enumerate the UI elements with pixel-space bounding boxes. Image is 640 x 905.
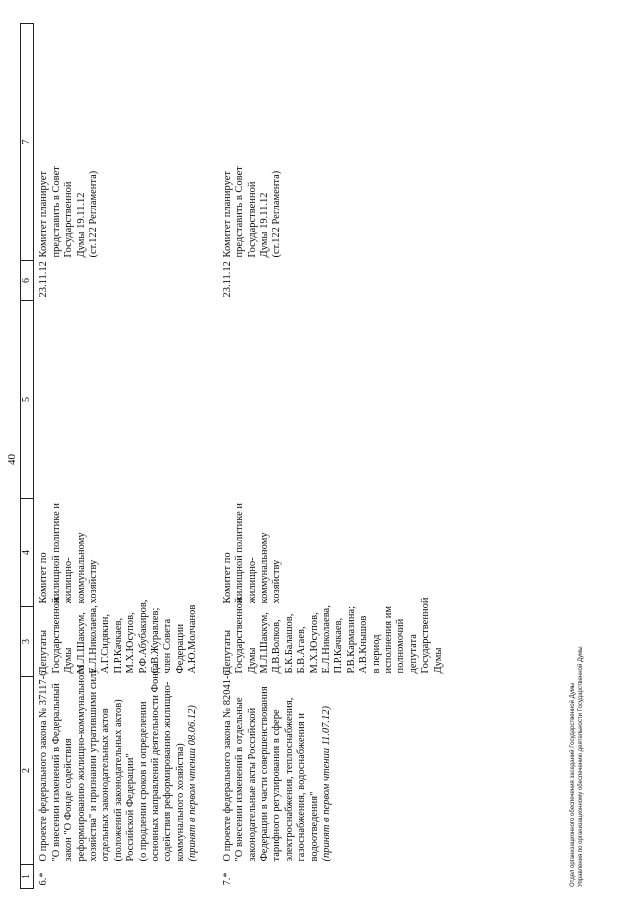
row-authors (200, 597, 445, 677)
agenda-table (20, 23, 445, 889)
row-committee-line: Комитет по (38, 552, 50, 604)
row-title-line: водоотведения" (308, 791, 320, 862)
row-note-line: Комитет планирует (38, 171, 50, 258)
row-title-line: законодательные акты Российской (246, 707, 258, 862)
header-cell-3: 3 (21, 607, 34, 677)
row-committee-line: коммунальному (258, 532, 270, 604)
row-note (34, 24, 200, 261)
row-note (200, 24, 445, 261)
row-authors-line: П.Р.Качкаев, (333, 617, 345, 674)
row-note-line: Государственной (246, 181, 258, 258)
row-title-line: электроснабжения, теплоснабжения, (283, 697, 295, 862)
row-note-line: Государственной (63, 181, 75, 258)
row-title-line: коммунального хозяйства) (174, 743, 186, 862)
row-date: 23.11.12 (38, 261, 50, 298)
row-title-line: отдельных законодательных актов (100, 708, 112, 862)
row-authors-line: П.Р.Качкаев, (112, 617, 124, 674)
row-authors-line: А.Г.Сидякин, (100, 614, 112, 674)
row-authors-line: Федерации (174, 623, 186, 674)
row-col5 (200, 301, 445, 499)
row-authors-line: М.Х.Юсупов, (125, 612, 137, 674)
row-title-line: (принят в первом чтении 08.06.12) (187, 705, 199, 862)
row-authors-line: Е.Л.Николаева, (88, 605, 100, 674)
row-note-line: представить в Совет (50, 166, 62, 258)
row-authors-line: Государственной (234, 597, 246, 674)
row-authors-line: депутата (407, 634, 419, 674)
row-committee-line: жилищной политике и (50, 503, 62, 604)
row-committee-line: Комитет по (221, 552, 233, 604)
row-col5 (34, 301, 200, 499)
row-note-line: представить в Совет (234, 166, 246, 258)
row-authors-line: Думы (432, 647, 444, 674)
row-authors-line: М.Л.Шаккум, (258, 612, 270, 674)
row-authors-line: член Совета (162, 618, 174, 674)
row-committee-line: хозяйству (271, 559, 283, 604)
row-number: 6.* (38, 872, 50, 886)
row-authors-line: С.В.Журавлев; (150, 607, 162, 674)
row-authors-line: Р.В.Кармазина; (345, 605, 357, 674)
row-note-line: (ст.122 Регламента) (88, 170, 100, 258)
row-authors-line: А.Ю.Молчанов (187, 604, 199, 674)
header-cell-2: 2 (21, 677, 34, 865)
row-title-line: газоснабжения, водоснабжения и (296, 713, 308, 862)
row-committee-line: хозяйству (88, 559, 100, 604)
row-authors-line: Р.Ф.Абубакиров, (137, 599, 149, 674)
row-committee (200, 499, 445, 607)
row-authors-line: Б.К.Балашов, (283, 613, 295, 674)
row-committee (34, 499, 200, 607)
row-authors-line: М.Х.Юсупов, (308, 612, 320, 674)
row-title-line: закон "О Фонде содействия (63, 738, 75, 862)
row-committee-line: жилищной политике и (234, 503, 246, 604)
row-title-line: основных направлений деятельности Фонда (150, 663, 162, 862)
footer-line: Отдел организационного обеспечения заседаний Государственной Думы (570, 682, 576, 887)
row-authors-line: полномочий (395, 618, 407, 674)
row-title-line: содействия реформированию жилищно- (162, 681, 174, 862)
header-row (21, 24, 34, 889)
row-note-line: (ст.122 Регламента) (271, 170, 283, 258)
row-number: 7.* (221, 872, 233, 886)
row-authors-line: Д.В.Волков, (271, 619, 283, 674)
row-note-line: Думы 19.11.12 (258, 192, 270, 258)
row-authors-line: А.В.Кнышов (358, 615, 370, 674)
row-title-line: Российской Федерации" (125, 753, 137, 862)
row-committee-line: жилищно- (246, 557, 258, 604)
header-cell-5: 5 (21, 301, 34, 499)
row-committee-line: жилищно- (63, 557, 75, 604)
row-authors-line: Думы (246, 647, 258, 674)
row-authors-line: Е.Л.Николаева, (320, 605, 332, 674)
row-authors-line: Депутаты (38, 629, 50, 674)
row-authors-line: Государственной (50, 597, 62, 674)
row-note-line: Думы 19.11.12 (75, 192, 87, 258)
row-authors-line: исполнения им (382, 606, 394, 674)
footer (570, 646, 585, 887)
row-authors-line: в период (370, 634, 382, 674)
row-title-line: реформированию жилищно-коммунального (75, 665, 87, 862)
row-title-line: (о продлении сроков и определении (137, 701, 149, 862)
row-title-line: (положений законодательных актов) (112, 699, 124, 862)
row-title-line: О проекте федерального закона № 82041-6 (221, 670, 233, 862)
row-title-line: "О внесении изменений в Федеральный (50, 683, 62, 862)
row-title-line: "О внесении изменений в отдельные (234, 697, 246, 862)
row-authors-line: Государственной (420, 597, 432, 674)
row-title-line: тарифного регулирования в сфере (271, 709, 283, 862)
header-cell-4: 4 (21, 499, 34, 607)
page-number: 40 (6, 454, 18, 465)
rotated-page (8, 12, 608, 897)
row-title (200, 670, 445, 865)
header-cell-7: 7 (21, 24, 34, 261)
row-title (34, 663, 200, 865)
row-title-line: хозяйства" и признании утратившими силу (88, 668, 100, 862)
row-title-line: Федерации в части совершенствования (258, 686, 270, 862)
table-row (200, 24, 445, 889)
table-row (34, 24, 200, 889)
row-authors-line: Депутаты (221, 629, 233, 674)
row-authors (34, 597, 200, 677)
row-date: 23.11.12 (221, 261, 233, 298)
footer-line: Управления по организационному обеспечению деятельности Государственной Думы (577, 646, 584, 887)
header-cell-1: 1 (21, 865, 34, 889)
header-cell-6: 6 (21, 261, 34, 301)
row-title-line: О проекте федерального закона № 37117-6 (38, 670, 50, 862)
row-authors-line: М.Л.Шаккум, (75, 612, 87, 674)
row-title-line: (принят в первом чтении 11.07.12) (320, 705, 332, 862)
row-note-line: Комитет планирует (221, 171, 233, 258)
row-authors-line: Думы (63, 647, 75, 674)
row-committee-line: коммунальному (75, 532, 87, 604)
row-authors-line: Б.В.Агаев, (296, 626, 308, 674)
